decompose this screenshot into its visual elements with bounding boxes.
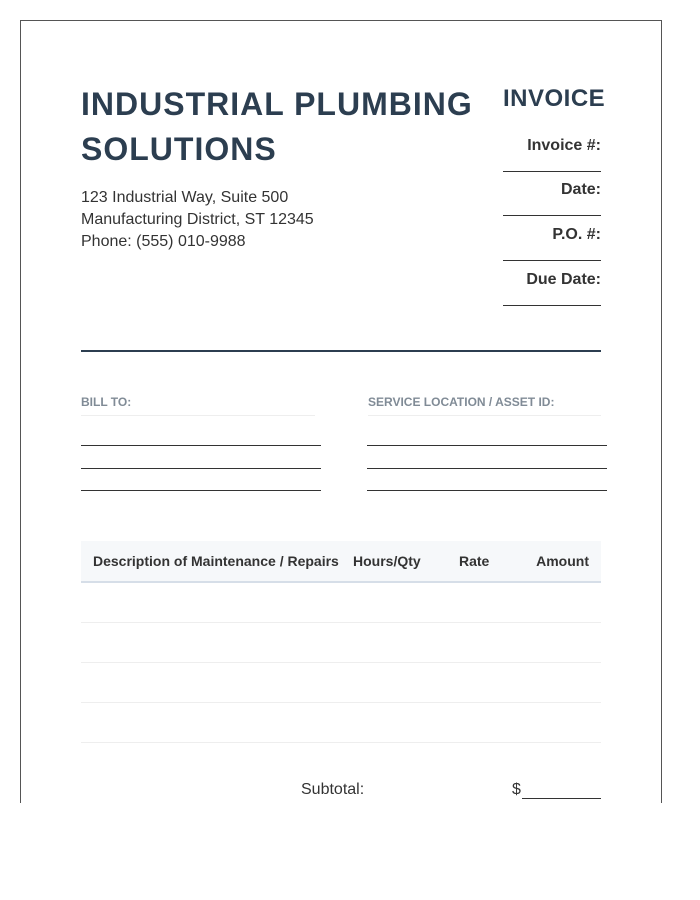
due-date-label: Due Date: (526, 271, 601, 288)
column-header-hours-qty: Hours/Qty (353, 553, 421, 569)
table-row[interactable] (81, 663, 601, 703)
bill-to-line-3[interactable] (81, 490, 321, 491)
bill-to-line-1[interactable] (81, 445, 321, 446)
line-items-table (81, 541, 601, 743)
date-line[interactable] (503, 215, 601, 216)
invoice-page (20, 20, 662, 803)
company-name-line-2: SOLUTIONS (81, 131, 277, 167)
company-name (81, 82, 501, 172)
bill-to-label: BILL TO: (81, 395, 315, 416)
column-header-description: Description of Maintenance / Repairs (93, 553, 339, 569)
subtotal-line[interactable] (522, 798, 601, 799)
table-row[interactable] (81, 623, 601, 663)
due-date-line[interactable] (503, 305, 601, 306)
company-name-line-1: INDUSTRIAL PLUMBING (81, 86, 473, 122)
invoice-number-label: Invoice #: (527, 137, 601, 154)
table-row[interactable] (81, 703, 601, 743)
service-location-line-3[interactable] (367, 490, 607, 491)
service-location-line-2[interactable] (367, 468, 607, 469)
address-line-1: 123 Industrial Way, Suite 500 (81, 189, 289, 206)
service-location-label: SERVICE LOCATION / ASSET ID: (368, 395, 601, 416)
date-field[interactable] (503, 181, 601, 225)
due-date-field[interactable] (503, 271, 601, 315)
table-row[interactable] (81, 583, 601, 623)
invoice-title: INVOICE (503, 85, 606, 112)
bill-to-line-2[interactable] (81, 468, 321, 469)
service-location-line-1[interactable] (367, 445, 607, 446)
column-header-amount: Amount (536, 553, 589, 569)
date-label: Date: (560, 181, 601, 198)
column-header-rate: Rate (459, 553, 490, 569)
subtotal-label: Subtotal: (301, 781, 365, 798)
po-number-label: P.O. #: (552, 226, 601, 243)
table-header (81, 541, 601, 583)
company-address (81, 187, 314, 253)
header-divider (81, 350, 601, 352)
po-number-line[interactable] (503, 260, 601, 261)
address-line-2: Manufacturing District, ST 12345 (81, 211, 314, 228)
subtotal-currency: $ (512, 781, 521, 798)
invoice-number-field[interactable] (503, 137, 601, 181)
phone-line: Phone: (555) 010-9988 (81, 233, 246, 250)
po-number-field[interactable] (503, 226, 601, 270)
invoice-number-line[interactable] (503, 171, 601, 172)
